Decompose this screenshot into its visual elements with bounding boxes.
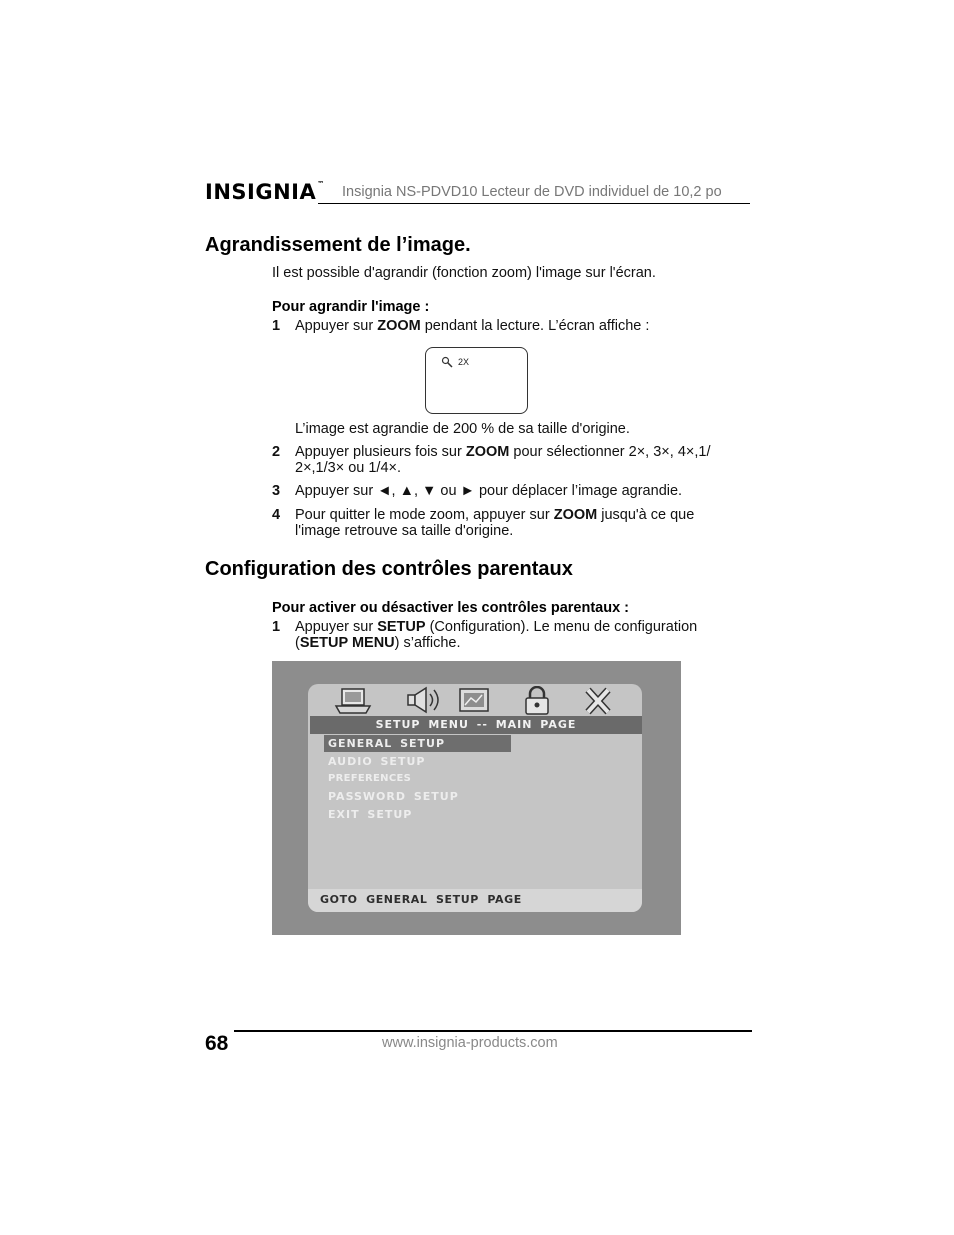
zoom-subheading: Pour agrandir l'image : — [272, 299, 430, 315]
exit-x-icon — [588, 690, 608, 712]
section-heading-zoom: Agrandissement de l’image. — [205, 234, 471, 256]
parental-step-1: Appuyer sur SETUP (Configuration). Le menu de configuration (SETUP MENU) s’affiche. — [295, 619, 698, 651]
setup-menu-title: SETUP MENU -- MAIN PAGE — [375, 718, 577, 731]
header-rule — [318, 203, 750, 204]
logo-trademark: ™ — [317, 180, 325, 188]
page-number: 68 — [205, 1032, 229, 1055]
step-number: 4 — [272, 507, 281, 523]
zoom-step-1: Appuyer sur ZOOM pendant la lecture. L’écran affiche : — [295, 318, 650, 334]
preferences-icon — [460, 689, 488, 711]
step-number: 1 — [272, 619, 281, 635]
header-title: Insignia NS-PDVD10 Lecteur de DVD individuel de 10,2 po — [342, 184, 722, 200]
section-heading-parental: Configuration des contrôles parentaux — [205, 558, 573, 580]
zoom-level-label: 2X — [458, 357, 470, 367]
zoom-intro: Il est possible d'agrandir (fonction zoom) l'image sur l'écran. — [272, 265, 656, 281]
zoom-step-3: Appuyer sur ◄, ▲, ▼ ou ► pour déplacer l’image agrandie. — [295, 483, 683, 499]
setup-menu-icon-bar — [330, 686, 620, 718]
menu-item-preferences[interactable]: PREFERENCES — [328, 773, 412, 784]
parental-subheading: Pour activer ou désactiver les contrôles parentaux : — [272, 600, 629, 616]
menu-item-audio-setup[interactable]: AUDIO SETUP — [328, 755, 426, 768]
menu-item-general-setup[interactable]: GENERAL SETUP — [328, 737, 446, 750]
zoom-step-4: Pour quitter le mode zoom, appuyer sur ZOOM jusqu'à ce que l'image retrouve sa taille d'origine. — [295, 507, 695, 539]
menu-item-password-setup[interactable]: PASSWORD SETUP — [328, 790, 459, 803]
logo-text: INSIGNIA — [205, 180, 317, 204]
menu-item-exit-setup[interactable]: EXIT SETUP — [328, 808, 413, 821]
magnifier-icon — [441, 356, 455, 370]
zoom-result-text: L’image est agrandie de 200 % de sa taille d'origine. — [295, 421, 630, 437]
insignia-logo — [205, 180, 325, 204]
footer-rule — [234, 1030, 752, 1032]
setup-menu-status-text: GOTO GENERAL SETUP PAGE — [320, 893, 522, 906]
zoom-step-2: Appuyer plusieurs fois sur ZOOM pour sélectionner 2×, 3×, 4×,1/ 2×,1/3× ou 1/4×. — [295, 444, 711, 476]
step-number: 2 — [272, 444, 281, 460]
footer-url: www.insignia-products.com — [382, 1035, 558, 1051]
audio-setup-icon — [408, 688, 438, 712]
password-lock-icon — [526, 687, 548, 714]
step-number: 1 — [272, 318, 281, 334]
step-number: 3 — [272, 483, 281, 499]
general-setup-icon — [336, 689, 370, 713]
